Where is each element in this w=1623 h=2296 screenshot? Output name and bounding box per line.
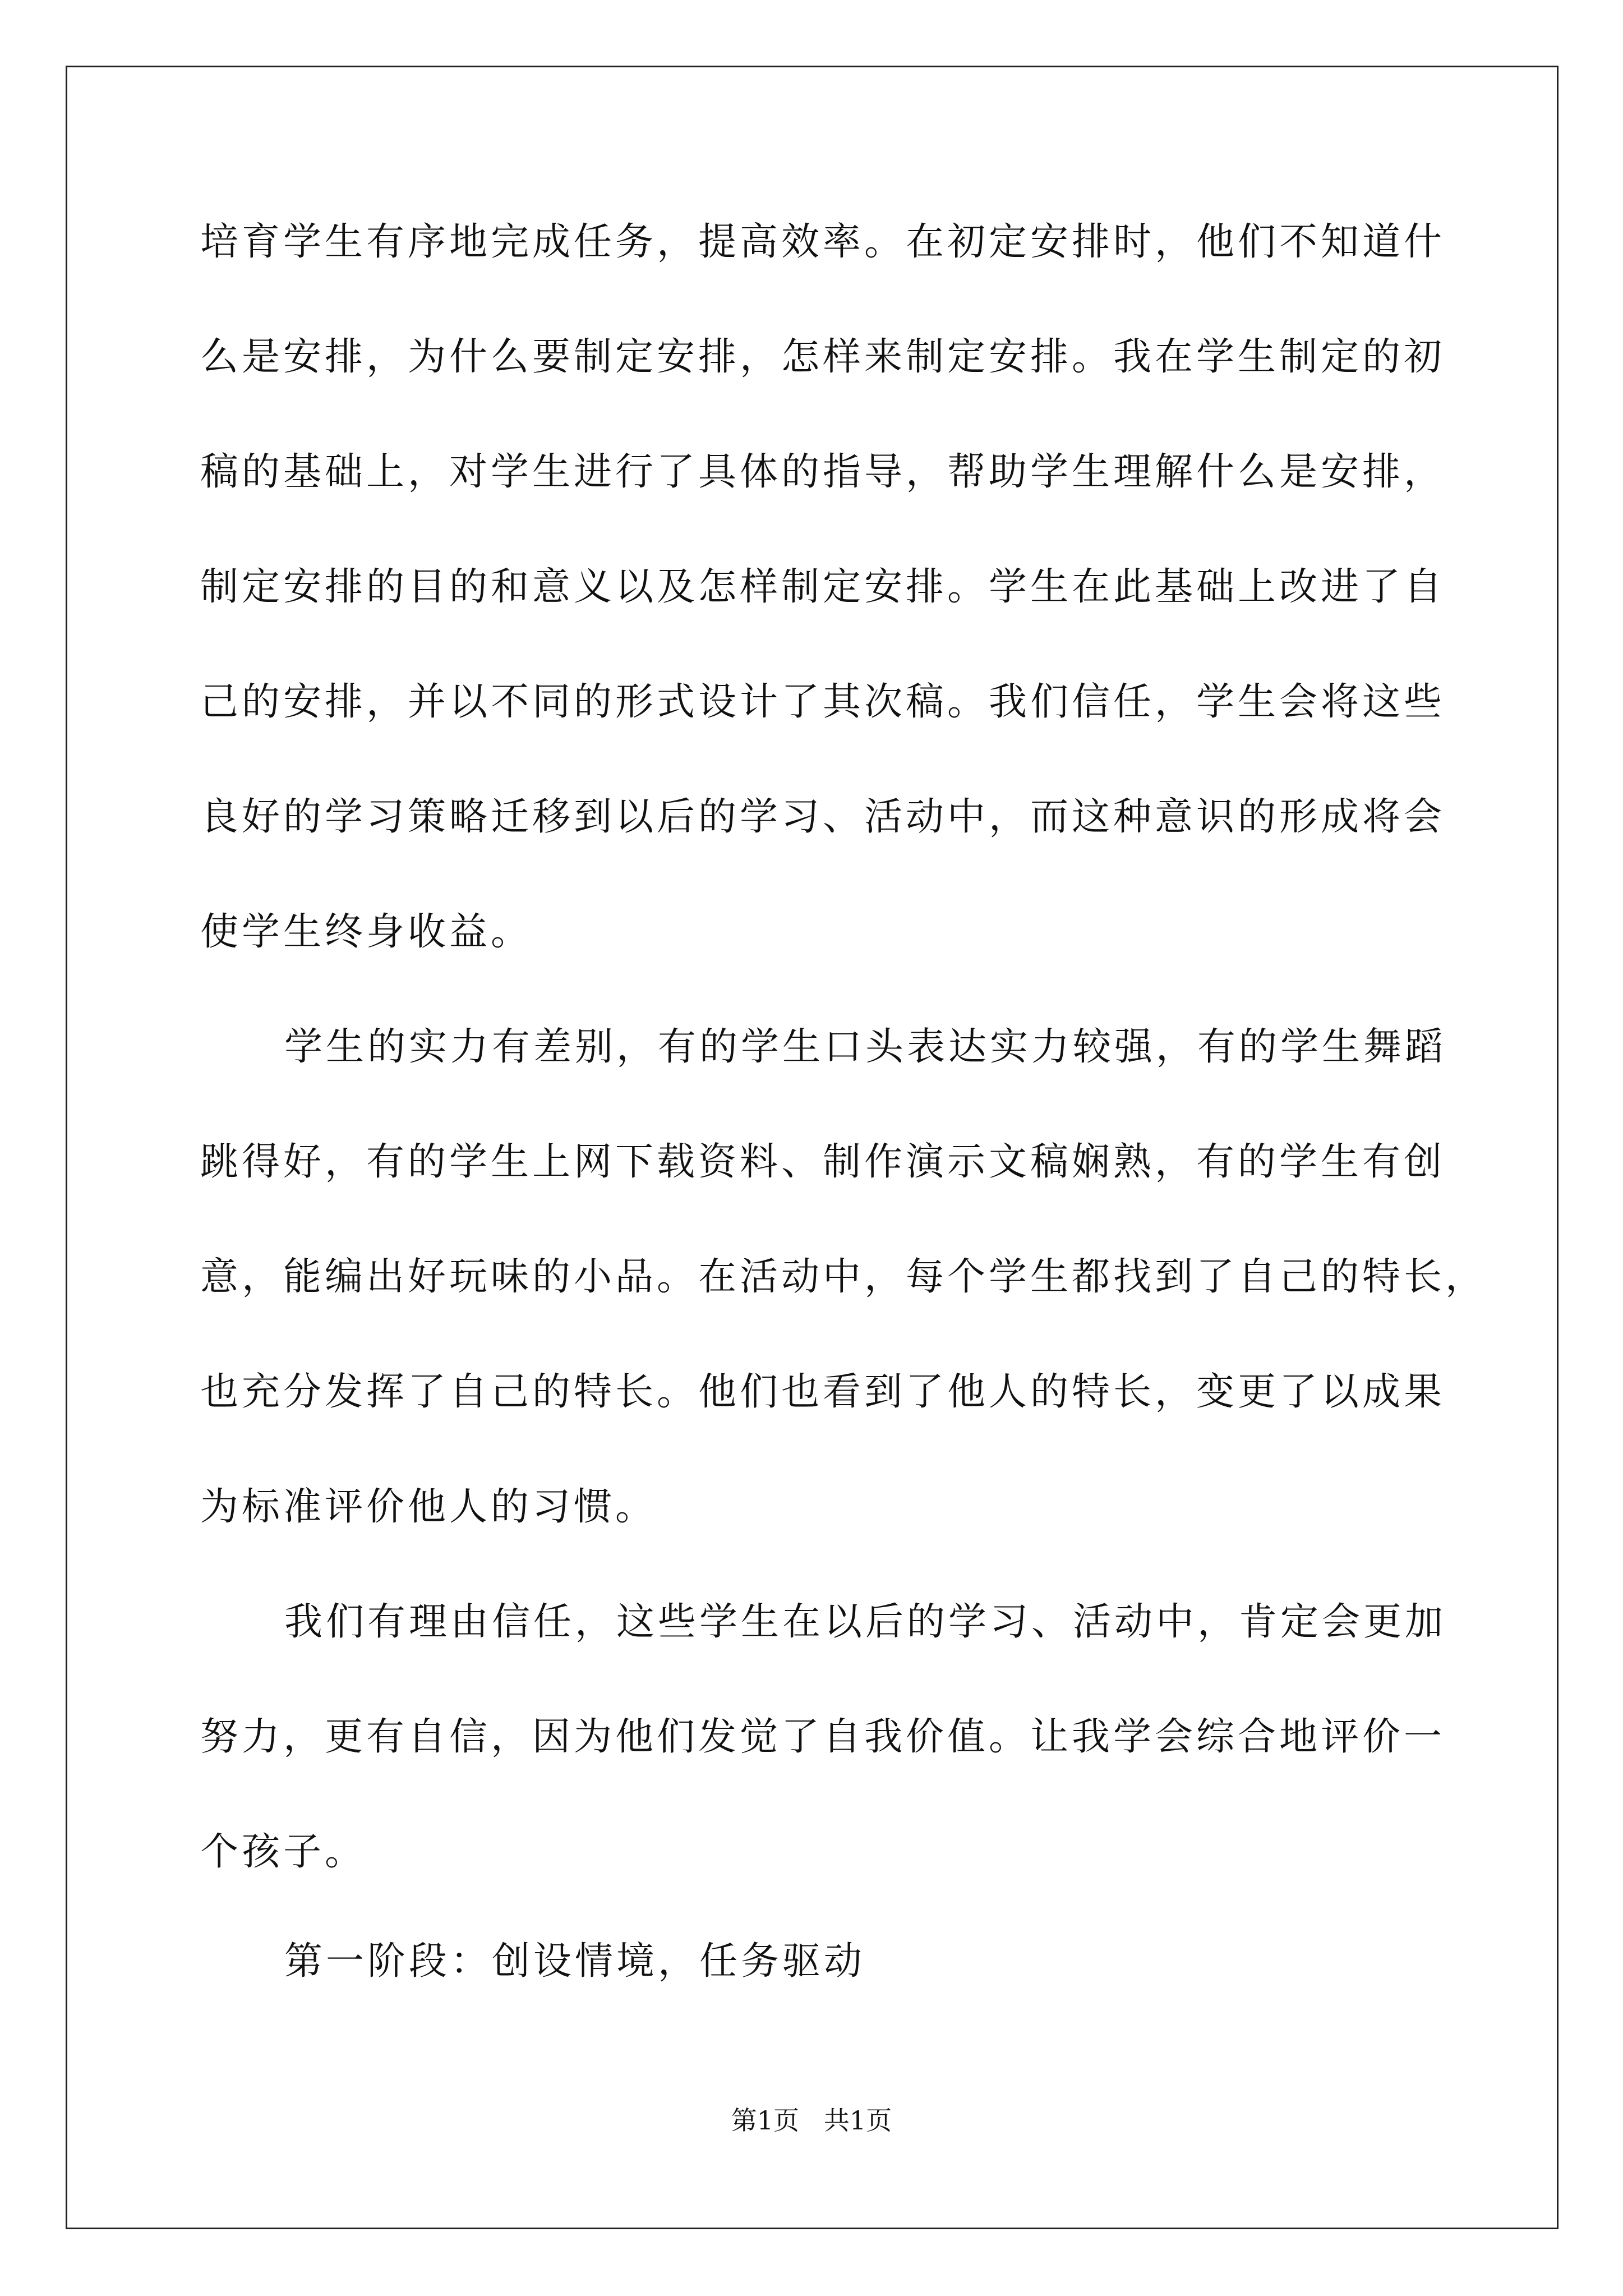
paragraph-2-line-1: 学生的实力有差别，有的学生口头表达实力较强，有的学生舞蹈 xyxy=(284,1025,1447,1069)
paragraph-3-line-2: 努力，更有自信，因为他们发觉了自我价值。让我学会综合地评价一 xyxy=(200,1715,1446,1759)
paragraph-1-line-2: 么是安排，为什么要制定安排，怎样来制定安排。我在学生制定的初 xyxy=(200,335,1446,379)
paragraph-3-line-1: 我们有理由信任，这些学生在以后的学习、活动中，肯定会更加 xyxy=(284,1600,1447,1644)
paragraph-1-line-6: 良好的学习策略迁移到以后的学习、活动中，而这种意识的形成将会 xyxy=(200,795,1446,839)
section-heading: 第一阶段：创设情境，任务驱动 xyxy=(284,1939,866,1984)
paragraph-2-line-4: 也充分发挥了自己的特长。他们也看到了他人的特长，变更了以成果 xyxy=(200,1370,1446,1414)
paragraph-2-line-2: 跳得好，有的学生上网下载资料、制作演示文稿娴熟，有的学生有创 xyxy=(200,1140,1446,1184)
paragraph-1-line-4: 制定安排的目的和意义以及怎样制定安排。学生在此基础上改进了自 xyxy=(200,565,1446,609)
paragraph-2-line-3: 意，能编出好玩味的小品。在活动中，每个学生都找到了自己的特长， xyxy=(200,1255,1487,1299)
document-body xyxy=(200,209,1487,1934)
paragraph-2-line-5: 为标准评价他人的习惯。 xyxy=(200,1485,657,1529)
paragraph-3-line-3: 个孩子。 xyxy=(200,1830,367,1874)
page-footer: 第1页 共1页 xyxy=(731,2105,892,2136)
paragraph-1-line-3: 稿的基础上，对学生进行了具体的指导，帮助学生理解什么是安排， xyxy=(200,450,1446,494)
paragraph-1-line-7: 使学生终身收益。 xyxy=(200,910,533,954)
paragraph-1-line-5: 己的安排，并以不同的形式设计了其次稿。我们信任，学生会将这些 xyxy=(200,680,1446,724)
paragraph-1-line-1: 培育学生有序地完成任务，提高效率。在初定安排时，他们不知道什 xyxy=(200,220,1446,264)
